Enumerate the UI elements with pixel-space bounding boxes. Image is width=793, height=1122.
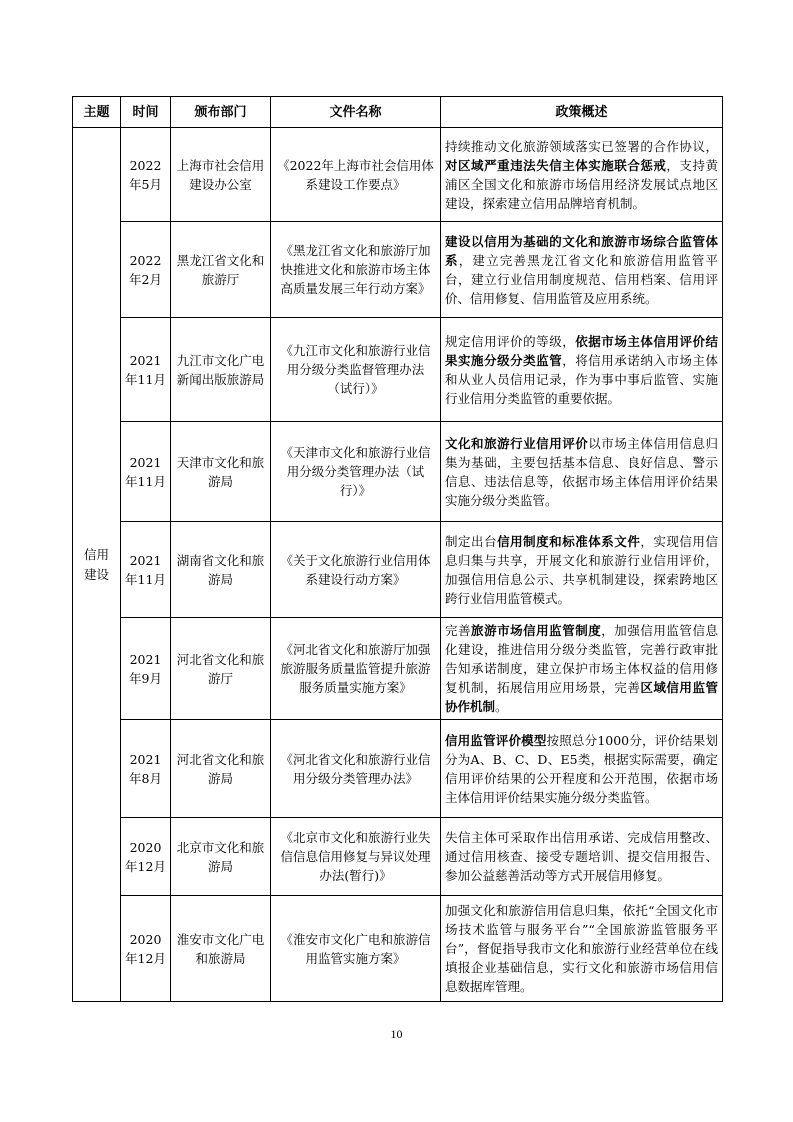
document-title-cell: 《2022年上海市社会信用体系建设工作要点》 — [271, 128, 441, 222]
table-body — [73, 128, 723, 1002]
date-cell: 2020年12月 — [121, 896, 171, 1002]
document-title-cell: 《九江市文化和旅游行业信用分级分类监督管理办法（试行）》 — [271, 318, 441, 422]
summary-cell — [441, 522, 723, 618]
table-row — [73, 128, 723, 222]
department-cell: 河北省文化和旅游厅 — [171, 618, 271, 720]
summary-cell — [441, 128, 723, 222]
department-cell: 湖南省文化和旅游局 — [171, 522, 271, 618]
date-cell: 2021年9月 — [121, 618, 171, 720]
summary-text: 。 — [495, 699, 508, 714]
summary-text: ，支持黄浦区全国文化和旅游市场信用经济发展试点地区建设，探索建立信用品牌培育机制。 — [445, 157, 718, 211]
summary-highlight: 信用制度和标准体系文件 — [497, 533, 641, 549]
table-row — [73, 422, 723, 522]
topic-label: 信用建设 — [83, 546, 109, 582]
summary-text: ，将信用承诺纳入市场主体和从业人员信用记录，作为事中事后监管、实施行业信用分类监管的重要依据。 — [445, 352, 718, 406]
document-title-cell: 《淮安市文化广电和旅游信用监管实施方案》 — [271, 896, 441, 1002]
summary-highlight: 建设以信用为基础的文化和旅游市场综合监管体系 — [445, 233, 718, 268]
summary-highlight: 对区域严重违法失信主体实施联合惩戒 — [445, 157, 667, 173]
date-cell: 2021年11月 — [121, 422, 171, 522]
header-date: 时间 — [121, 97, 171, 128]
summary-cell — [441, 318, 723, 422]
summary-cell — [441, 896, 723, 1002]
department-cell: 黑龙江省文化和旅游厅 — [171, 222, 271, 318]
department-cell: 北京市文化和旅游局 — [171, 818, 271, 896]
date-cell: 2021年11月 — [121, 318, 171, 422]
document-title-cell: 《黑龙江省文化和旅游厅加快推进文化和旅游市场主体高质量发展三年行动方案》 — [271, 222, 441, 318]
table-row — [73, 720, 723, 818]
table-row — [73, 318, 723, 422]
department-cell: 九江市文化广电新闻出版旅游局 — [171, 318, 271, 422]
summary-cell — [441, 818, 723, 896]
policy-table — [72, 96, 723, 1002]
document-title-cell: 《河北省文化和旅游行业信用分级分类管理办法》 — [271, 720, 441, 818]
department-cell: 淮安市文化广电和旅游局 — [171, 896, 271, 1002]
header-document: 文件名称 — [271, 97, 441, 128]
department-cell: 上海市社会信用建设办公室 — [171, 128, 271, 222]
table-row — [73, 522, 723, 618]
summary-text: 完善 — [445, 623, 472, 638]
summary-highlight: 区域信用监管协作机制 — [445, 680, 718, 714]
summary-highlight: 依据市场主体信用评价结果实施分级分类监管 — [445, 333, 718, 368]
table-header-row — [73, 97, 723, 128]
summary-cell — [441, 618, 723, 720]
date-cell: 2021年8月 — [121, 720, 171, 818]
summary-highlight: 旅游市场信用监管制度 — [471, 623, 602, 638]
header-summary: 政策概述 — [441, 97, 723, 128]
summary-cell — [441, 222, 723, 318]
department-cell: 河北省文化和旅游局 — [171, 720, 271, 818]
summary-text: ，实现信用信息归集与共享，开展文化和旅游行业信用评价，加强信用信息公示、共享机制建设，探索跨地区跨行业信用监管模式。 — [445, 533, 718, 606]
date-cell: 2020年12月 — [121, 818, 171, 896]
document-title-cell: 《关于文化旅游行业信用体系建设行动方案》 — [271, 522, 441, 618]
summary-text: 以市场主体信用信息归集为基础，主要包括基本信息、良好信息、警示信息、违法信息等，依据市场主体信用评价结果实施分级分类监管。 — [445, 435, 718, 508]
date-cell: 2021年11月 — [121, 522, 171, 618]
document-title-cell: 《河北省文化和旅游厅加强旅游服务质量监管提升旅游服务质量实施方案》 — [271, 618, 441, 720]
summary-cell — [441, 422, 723, 522]
summary-text: 持续推动文化旅游领域落实已签署的合作协议， — [445, 138, 718, 154]
page-number: 10 — [390, 1027, 403, 1041]
summary-text: 规定信用评价的等级， — [445, 333, 576, 349]
summary-text: 制定出台 — [445, 533, 498, 549]
header-topic: 主题 — [73, 97, 121, 128]
department-cell: 天津市文化和旅游局 — [171, 422, 271, 522]
table-row — [73, 618, 723, 720]
summary-text: 加强文化和旅游信用信息归集，依托“全国文化市场技术监管与服务平台”“全国旅游监管服务平台”，督促指导我市文化和旅游行业经营单位在线填报企业基础信息，实行文化和旅游市场信用信息数据库管理。 — [445, 903, 718, 994]
table-row — [73, 896, 723, 1002]
summary-text: ，建立完善黑龙江省文化和旅游信用监管平台，建立行业信用制度规范、信用档案、信用评价、信用修复、信用监管及应用系统。 — [445, 252, 718, 306]
table-row — [73, 222, 723, 318]
summary-text: ，加强信用监管信息化建设，推进信用分级分类监管，完善行政审批告知承诺制度，建立保护市场主体权益的信用修复机制，拓展信用应用场景，完善 — [445, 623, 718, 695]
summary-highlight: 信用监管评价模型 — [445, 732, 547, 748]
summary-cell — [441, 720, 723, 818]
summary-highlight: 文化和旅游行业信用评价 — [445, 435, 589, 451]
date-cell: 2022年5月 — [121, 128, 171, 222]
document-title-cell: 《北京市文化和旅游行业失信信息信用修复与异议处理办法(暂行)》 — [271, 818, 441, 896]
table-row — [73, 818, 723, 896]
summary-text: 按照总分1000分，评价结果划分为A、B、C、D、E5类，根据实际需要，确定信用评价结果的公开程度和公开范围，依据市场主体信用评价结果实施分级分类监管。 — [445, 732, 718, 805]
summary-text: 失信主体可采取作出信用承诺、完成信用整改、通过信用核查、接受专题培训、提交信用报告、参加公益慈善活动等方式开展信用修复。 — [445, 830, 718, 883]
topic-cell — [73, 128, 121, 1002]
document-title-cell: 《天津市文化和旅游行业信用分级分类管理办法（试行）》 — [271, 422, 441, 522]
date-cell: 2022年2月 — [121, 222, 171, 318]
header-department: 颁布部门 — [171, 97, 271, 128]
